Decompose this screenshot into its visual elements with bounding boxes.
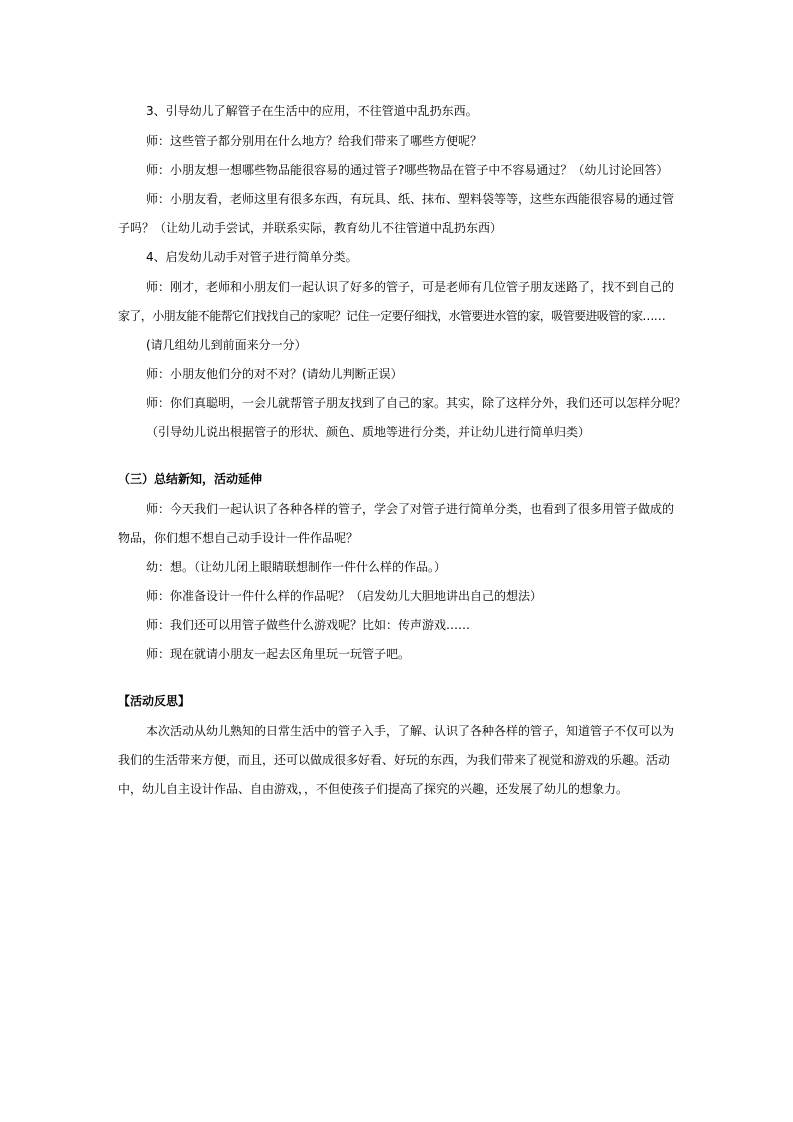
section-three-heading: （三）总结新知，活动延伸	[118, 472, 263, 486]
step4-question-2: 师：小朋友他们分的对不对？(请幼儿判断正误）	[146, 367, 403, 381]
reflection-line-2: 我们的生活带来方便，而且，还可以做成很多好看、好玩的东西，为我们带来了视觉和游戏的乐趣。活动	[118, 753, 671, 767]
step3-question-3-line2: 子吗？（让幼儿动手尝试，并联系实际，教育幼儿不往管道中乱扔东西）	[118, 221, 503, 235]
section-three-paragraph-2: 幼：想。（让幼儿闭上眼睛联想制作一件什么样的作品。）	[146, 560, 447, 574]
reflection-heading: 【活动反思】	[118, 694, 191, 708]
section-three-paragraph-5: 师：现在就请小朋友一起去区角里玩一玩管子吧。	[146, 647, 411, 661]
step3-question-2: 师：小朋友想一想哪些物品能很容易的通过管子?哪些物品在管子中不容易通过？（幼儿讨论回答）	[146, 163, 669, 177]
step3-question-1: 师：这些管子都分别用在什么地方？给我们带来了哪些方便呢？	[146, 134, 483, 148]
step3-title: 3、引导幼儿了解管子在生活中的应用，不往管道中乱扔东西。	[146, 104, 478, 118]
step4-title: 4、启发幼儿动手对管子进行简单分类。	[146, 250, 358, 264]
section-three-paragraph-1-line2: 物品，你们想不想自己动手设计一件作品呢？	[118, 531, 359, 545]
section-three-paragraph-4: 师：我们还可以用管子做些什么游戏呢？比如：传声游戏……	[146, 618, 471, 632]
step4-question-1-line2: 家了，小朋友能不能帮它们找找自己的家呢？记住一定要仔细找，水管要进水管的家，吸管要进吸管的家……	[118, 309, 666, 323]
step4-question-1-line1: 师：刚才，老师和小朋友们一起认识了好多的管子，可是老师有几位管子朋友迷路了，找不到自己的	[146, 280, 675, 294]
step4-note-2: （引导幼儿说出根据管子的形状、颜色、质地等进行分类，并让幼儿进行简单归类）	[146, 425, 591, 439]
step4-question-3: 师：你们真聪明，一会儿就帮管子朋友找到了自己的家。其实，除了这样分外，我们还可以怎样分呢？	[146, 396, 687, 410]
step3-question-3-line1: 师：小朋友看，老师这里有很多东西，有玩具、纸、抹布、塑料袋等等，这些东西能很容易的通过管	[146, 192, 675, 206]
section-three-paragraph-3: 师：你准备设计一件什么样的作品呢？（启发幼儿大胆地讲出自己的想法）	[146, 589, 543, 603]
reflection-line-3: 中，幼儿自主设计作品、自由游戏，，不但使孩子们提高了探究的兴趣，还发展了幼儿的想象力。	[118, 782, 629, 796]
section-three-paragraph-1-line1: 师：今天我们一起认识了各种各样的管子，学会了对管子进行简单分类，也看到了很多用管子做成的	[146, 502, 675, 516]
step4-note-1: (请几组幼儿到前面来分一分）	[146, 338, 307, 352]
reflection-line-1: 本次活动从幼儿熟知的日常生活中的管子入手，了解、认识了各种各样的管子，知道管子不仅可以为	[146, 724, 675, 738]
